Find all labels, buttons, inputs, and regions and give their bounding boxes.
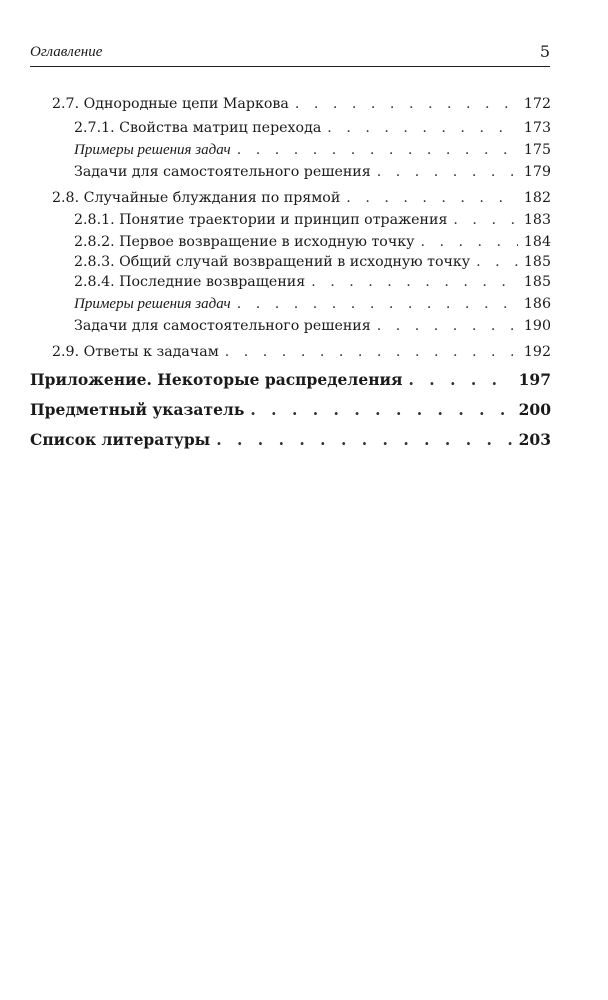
toc-entry-2-8-2[interactable] bbox=[0, 232, 608, 252]
toc-entry-examples-2-7[interactable] bbox=[0, 140, 608, 160]
toc-entry-2-8[interactable] bbox=[0, 188, 608, 208]
dot-leader bbox=[311, 272, 518, 292]
header-title: Оглавление bbox=[30, 44, 103, 60]
toc-entry-bibliography[interactable] bbox=[0, 430, 608, 450]
header-page-number: 5 bbox=[539, 42, 550, 61]
toc-entry-page: 197 bbox=[518, 370, 551, 389]
toc-entry-page: 186 bbox=[523, 296, 551, 312]
toc-entry-page: 185 bbox=[523, 254, 551, 270]
toc-entry-label: 2.9. Ответы к задачам bbox=[52, 344, 219, 360]
toc-entry-label: 2.7.1. Свойства матриц перехода bbox=[74, 120, 322, 136]
toc-entry-exercises-2-8[interactable] bbox=[0, 316, 608, 336]
toc-entry-label: 2.7. Однородные цепи Маркова bbox=[52, 96, 289, 112]
toc-entry-2-8-3[interactable] bbox=[0, 252, 608, 272]
running-header bbox=[30, 40, 550, 64]
dot-leader bbox=[420, 232, 517, 252]
toc-entry-page: 192 bbox=[523, 344, 551, 360]
toc-entry-label: 2.8.4. Последние возвращения bbox=[74, 274, 306, 290]
header-rule bbox=[30, 66, 550, 67]
dot-leader bbox=[216, 430, 512, 450]
toc-entry-exercises-2-7[interactable] bbox=[0, 162, 608, 182]
toc-entry-page: 203 bbox=[518, 430, 551, 449]
toc-entry-page: 172 bbox=[523, 96, 551, 112]
toc-entry-page: 184 bbox=[523, 234, 551, 250]
dot-leader bbox=[377, 316, 518, 336]
toc-entry-2-8-1[interactable] bbox=[0, 210, 608, 230]
toc-entry-page: 182 bbox=[523, 190, 551, 206]
dot-leader bbox=[237, 140, 518, 160]
dot-leader bbox=[237, 294, 518, 314]
toc-entry-label: Примеры решения задач bbox=[74, 142, 231, 158]
toc-entry-page: 190 bbox=[523, 318, 551, 334]
toc-entry-subject-index[interactable] bbox=[0, 400, 608, 420]
toc-entry-2-7[interactable] bbox=[0, 94, 608, 114]
toc-entry-page: 173 bbox=[523, 120, 551, 136]
dot-leader bbox=[409, 370, 513, 390]
dot-leader bbox=[225, 342, 518, 362]
toc-entry-label: 2.8. Случайные блуждания по прямой bbox=[52, 190, 341, 206]
toc-entry-label: Список литературы bbox=[30, 430, 211, 449]
dot-leader bbox=[327, 118, 518, 138]
toc-entry-label: 2.8.3. Общий случай возвращений в исходную точку bbox=[74, 254, 471, 270]
toc-entry-2-9[interactable] bbox=[0, 342, 608, 362]
toc-entry-label: Задачи для самостоятельного решения bbox=[74, 318, 371, 334]
toc-entry-page: 200 bbox=[518, 400, 551, 419]
dot-leader bbox=[476, 252, 518, 272]
toc-entry-2-8-4[interactable] bbox=[0, 272, 608, 292]
toc-entry-page: 175 bbox=[523, 142, 551, 158]
dot-leader bbox=[453, 210, 518, 230]
toc-entry-page: 179 bbox=[523, 164, 551, 180]
toc-entry-label: Задачи для самостоятельного решения bbox=[74, 164, 371, 180]
toc-entry-label: 2.8.1. Понятие траектории и принцип отражения bbox=[74, 212, 448, 228]
toc-entry-label: Приложение. Некоторые распределения bbox=[30, 370, 403, 389]
dot-leader bbox=[250, 400, 512, 420]
toc-entry-page: 183 bbox=[523, 212, 551, 228]
toc-entry-label: 2.8.2. Первое возвращение в исходную точку bbox=[74, 234, 415, 250]
dot-leader bbox=[346, 188, 518, 208]
toc-entry-page: 185 bbox=[523, 274, 551, 290]
toc-entry-2-7-1[interactable] bbox=[0, 118, 608, 138]
dot-leader bbox=[295, 94, 518, 114]
toc-entry-examples-2-8[interactable] bbox=[0, 294, 608, 314]
toc-entry-label: Примеры решения задач bbox=[74, 296, 231, 312]
toc-entry-label: Предметный указатель bbox=[30, 400, 245, 419]
toc-entry-appendix[interactable] bbox=[0, 370, 608, 390]
dot-leader bbox=[377, 162, 518, 182]
